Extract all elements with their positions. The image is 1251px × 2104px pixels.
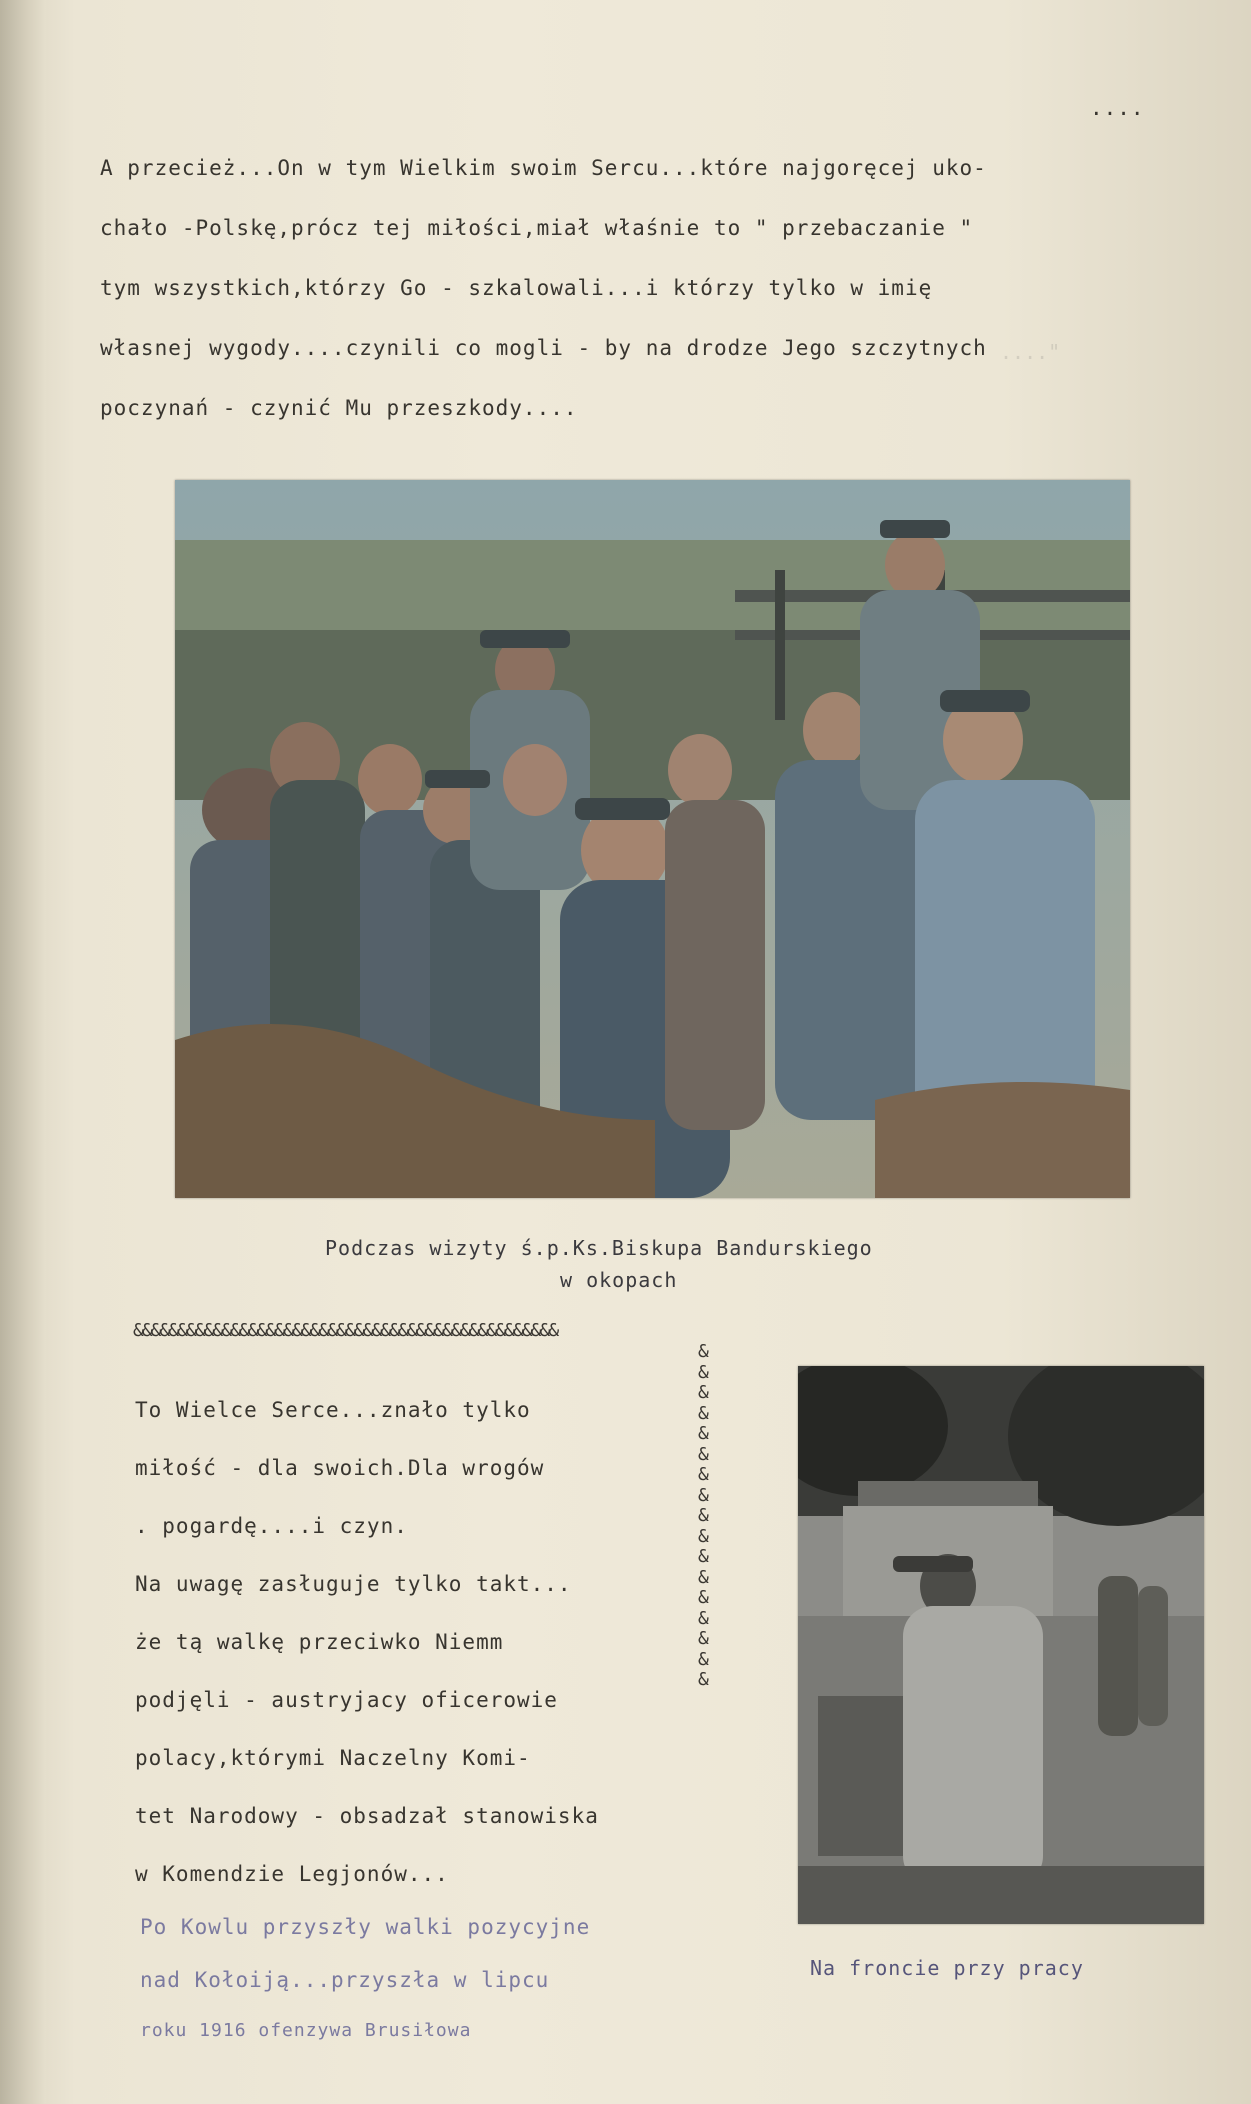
ampersand-column: & & & & & & & & & & & & & & & & & [698,1341,709,1690]
paragraph-3-line: roku 1916 ofenzywa Brusiłowa [140,2020,472,2041]
paragraph-2-line: Na uwagę zasługuje tylko takt... [135,1572,572,1596]
paragraph-2-line: podjęli - austryjacy oficerowie [135,1688,558,1712]
paragraph-1-line: tym wszystkich,którzy Go - szkalowali...i którzy tylko w imię [100,276,933,300]
paragraph-3-line: nad Kołoiją...przyszła w lipcu [140,1968,550,1992]
field-work-photo-image [798,1366,1204,1924]
paragraph-1-line: chało -Polskę,prócz tej miłości,miał właśnie to " przebaczanie " [100,216,974,240]
field-work-photo [798,1366,1204,1924]
paragraph-2-line: To Wielce Serce...znało tylko [135,1398,531,1422]
paragraph-2-line: tet Narodowy - obsadzał stanowiska [135,1804,599,1828]
show-through-text: ...." [1000,340,1061,364]
paragraph-2-line: polacy,którymi Naczelny Komi- [135,1746,531,1770]
paragraph-1-line: własnej wygody....czynili co mogli - by na drodze Jego szczytnych [100,336,987,360]
paragraph-1-line: poczynań - czynić Mu przeszkody.... [100,396,578,420]
paragraph-2-line: że tą walkę przeciwko Niemm [135,1630,504,1654]
paragraph-2-line: miłość - dla swoich.Dla wrogów [135,1456,545,1480]
paragraph-2-line: . pogardę....i czyn. [135,1514,408,1538]
trench-group-photo [175,480,1130,1198]
paragraph-1-line: A przecież...On w tym Wielkim swoim Sercu...które najgoręcej uko- [100,156,987,180]
photo-2-caption: Na froncie przy pracy [810,1956,1084,1980]
book-binding [0,0,46,2104]
trench-photo-image [175,480,1130,1198]
photo-1-caption: Podczas wizyty ś.p.Ks.Biskupa Bandurskiego [325,1236,873,1260]
photo-1-caption: w okopach [560,1268,678,1292]
header-dots: .... [1090,96,1145,120]
paragraph-2-line: w Komendzie Legjonów... [135,1862,449,1886]
ampersand-divider: &&&&&&&&&&&&&&&&&&&&&&&&&&&&&&&&&&&&&&&&&&&&&&&& [133,1320,558,1341]
paragraph-3-line: Po Kowlu przyszły walki pozycyjne [140,1915,591,1939]
